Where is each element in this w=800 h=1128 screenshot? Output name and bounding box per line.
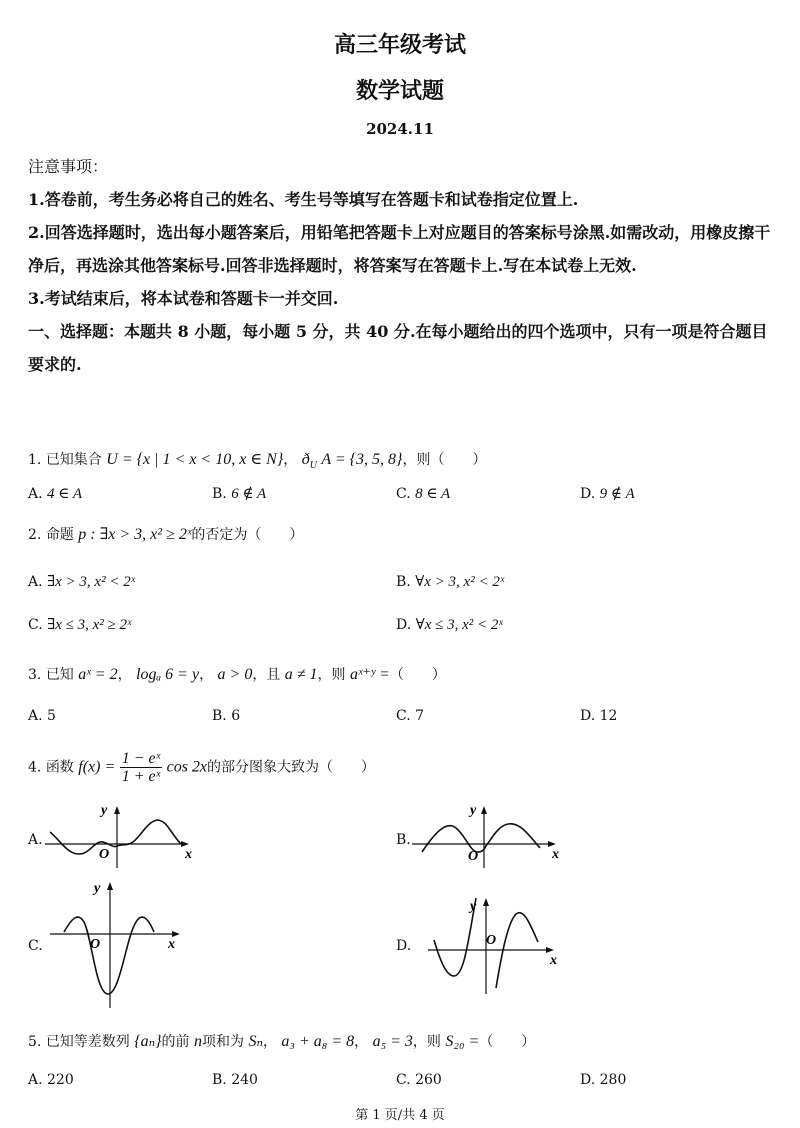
x-label: x <box>168 937 175 952</box>
y-label: y <box>94 881 101 896</box>
curve <box>422 824 540 852</box>
question-4: 4. 函数 f(x) = $\frac{\text{1 − eˣ}}{\text{1 + eˣ}}$ cos 2x的部分图象大致为（ ） <box>28 750 376 785</box>
curve <box>64 917 154 994</box>
q3-option-b[interactable]: B. 6 <box>212 708 241 724</box>
fraction-expr: $\frac{\text{1 − eˣ}}{\text{1 + eˣ}}$ <box>121 750 161 785</box>
q1-option-c[interactable]: C. 8 ∈ A <box>396 486 451 502</box>
note-2: 2.回答选择题时，选出每小题答案后，用铅笔把答题卡上对应题目的答案标号涂黑.如需改动，用橡皮擦干净后，再选涂其他答案标号.回答非选择题时，将答案写在答题卡上.写在本试卷上无效. <box>28 223 771 275</box>
q4-option-b-label[interactable]: B. <box>396 832 411 848</box>
x-label: x <box>550 953 557 968</box>
exam-subject: 数学试题 <box>355 78 444 104</box>
q2-option-c[interactable]: C. ∃x ≤ 3, x² ≥ 2ˣ <box>28 617 132 633</box>
q4-option-d-label[interactable]: D. <box>396 938 412 954</box>
graph-a[interactable] <box>45 806 195 868</box>
q1-option-b[interactable]: B. 6 ∉ A <box>212 486 267 502</box>
question-5: 5. 已知等差数列 {aₙ}的前 n项和为 Sₙ， a₃ + a₈ = 8， a₅ = 3，则 S₂₀ =（ ） <box>28 1033 536 1050</box>
y-label: y <box>101 806 108 818</box>
notes-heading: 注意事项： <box>28 157 109 176</box>
q3-option-d[interactable]: D. 12 <box>580 708 618 724</box>
set-a-expr: A = {3, 5, 8} <box>321 451 403 468</box>
notes-block <box>28 150 773 381</box>
y-label: y <box>470 899 477 914</box>
note-3: 3.考试结束后，将本试卷和答题卡一并交回. <box>28 289 339 308</box>
question-2: 2. 命题 p : ∃x > 3, x² ≥ 2ˣ的否定为（ ） <box>28 526 304 543</box>
q3-option-a[interactable]: A. 5 <box>28 708 56 724</box>
origin-label: O <box>99 847 110 862</box>
q2-option-b[interactable]: B. ∀x > 3, x² < 2ˣ <box>396 574 505 590</box>
section-heading: 一、选择题：本题共 8 小题，每小题 5 分，共 40 分.在每小题给出的四个选项中，只有一项是符合题目要求的. <box>28 322 768 374</box>
q2-option-a[interactable]: A. ∃x > 3, x² < 2ˣ <box>28 574 135 590</box>
origin-label: O <box>468 849 479 864</box>
curve <box>50 820 181 854</box>
note-1: 1.答卷前，考生务必将自己的姓名、考生号等填写在答题卡和试卷指定位置上. <box>28 190 579 209</box>
q3-option-c[interactable]: C. 7 <box>396 708 425 724</box>
graph-c[interactable] <box>50 876 190 1008</box>
q5-option-a[interactable]: A. 220 <box>28 1072 74 1088</box>
q1-option-a[interactable]: A. 4 ∈ A <box>28 486 83 502</box>
complement-symbol: $ð_U$ <box>301 451 317 472</box>
page-footer: 第 1 页/共 4 页 <box>355 1108 445 1123</box>
q5-option-b[interactable]: B. 240 <box>212 1072 258 1088</box>
origin-label: O <box>486 933 497 948</box>
x-label: x <box>552 847 559 862</box>
exam-title: 高三年级考试 <box>333 32 466 58</box>
q4-option-a-label[interactable]: A. <box>28 832 43 848</box>
graph-b[interactable] <box>412 806 562 868</box>
graph-d[interactable] <box>420 894 570 994</box>
question-1: 1. 已知集合 U = {x | 1 < x < 10, x ∈ N}， $ð_U$ A = {3, 5, 8}，则（ ） <box>28 451 487 472</box>
proposition-expr: p : ∃x > 3, x² ≥ 2ˣ <box>78 526 192 543</box>
q2-option-d[interactable]: D. ∀x ≤ 3, x² < 2ˣ <box>396 617 503 633</box>
q5-option-c[interactable]: C. 260 <box>396 1072 442 1088</box>
origin-label: O <box>90 937 101 952</box>
question-3: 3. 已知 aˣ = 2， logₐ 6 = y， a > 0，且 a ≠ 1，则 aˣ⁺ʸ =（ ） <box>28 666 446 683</box>
q4-option-c-label[interactable]: C. <box>28 938 43 954</box>
q1-option-d[interactable]: D. 9 ∉ A <box>580 486 635 502</box>
x-label: x <box>185 847 192 862</box>
exam-date: 2024.11 <box>366 120 434 138</box>
set-u-expr: U = {x | 1 < x < 10, x ∈ N} <box>106 451 284 468</box>
q5-option-d[interactable]: D. 280 <box>580 1072 627 1088</box>
y-label: y <box>470 806 477 818</box>
